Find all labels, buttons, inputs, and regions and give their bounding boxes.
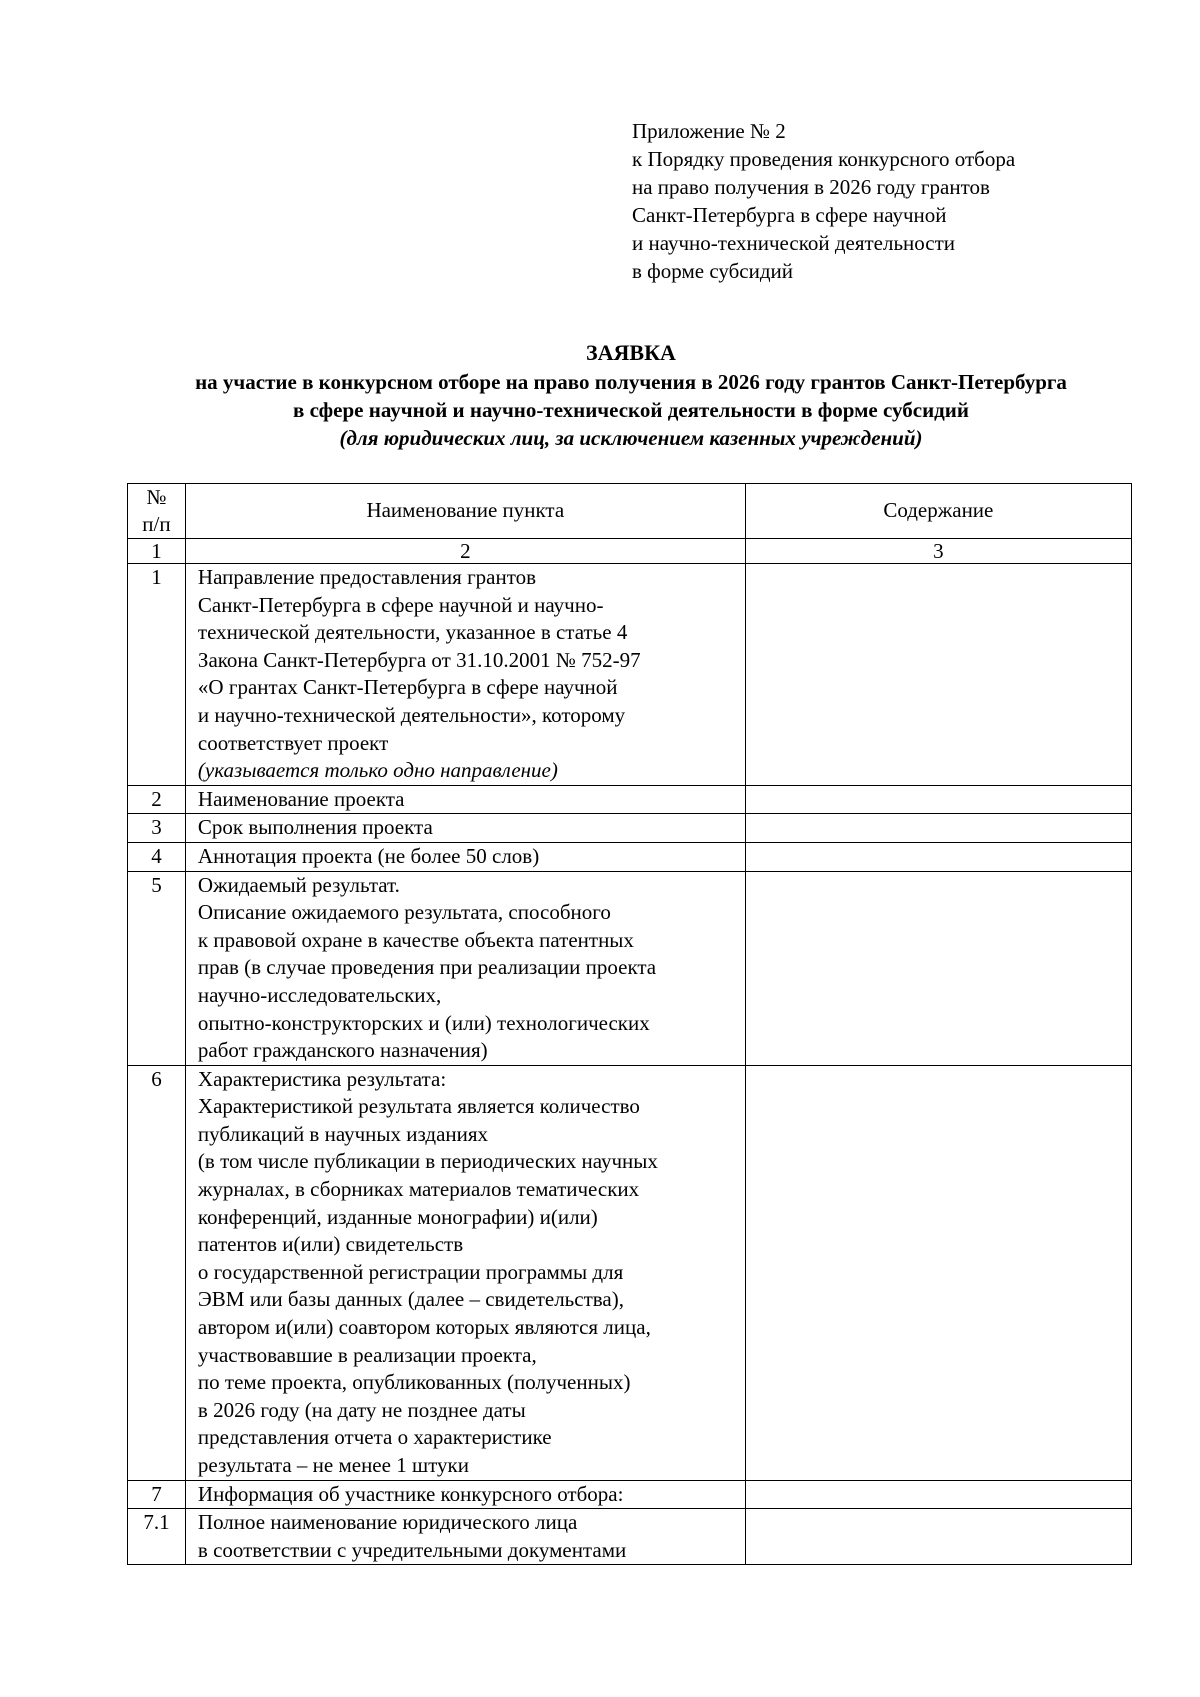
header-number [128,484,186,539]
row-item-text-line: Наименование проекта [197,786,405,811]
document-title-block [0,338,1200,452]
row-item-text-line: автором и(или) соавтором которых являются лица, [197,1315,651,1340]
table-row [128,1509,1132,1565]
row-item-text-line: Характеристикой результата является количество [197,1094,640,1119]
row-item-name [185,785,745,814]
row-content-cell[interactable] [745,814,1131,843]
row-item-text-line: участвовавшие в реализации проекта, [197,1342,537,1367]
row-item-text-line: журналах, в сборниках материалов тематических [197,1177,640,1202]
table-row [128,814,1132,843]
document-subtitle-line: в сфере научной и научно-технической деятельности в форме субсидий [293,398,969,422]
header-number-abbr: п/п [142,512,171,536]
row-item-text-line: опытно-конструкторских и (или) технологических [197,1010,650,1035]
row-item-text-line: и научно-технической деятельности», которому [197,702,626,727]
row-item-text-line: представления отчета о характеристике [197,1425,552,1450]
document-subtitle-note: (для юридических лиц, за исключением казенных учреждений) [339,426,923,450]
row-item-text-line: (в том числе публикации в периодических научных [197,1149,658,1174]
column-index: 2 [185,539,745,564]
row-number: 5 [128,871,186,1065]
row-content-cell[interactable] [745,871,1131,1065]
header-content: Содержание [745,484,1131,539]
row-item-text-line: конференций, изданные монографии) и(или) [197,1204,598,1229]
row-item-text-line: Направление предоставления грантов [197,565,537,589]
row-item-text-line: Полное наименование юридического лица [197,1510,578,1535]
row-item-text-line: Ожидаемый результат. [197,872,400,897]
row-item-text-line: ЭВМ или базы данных (далее – свидетельства), [197,1287,624,1312]
row-item-text-line: в соответствии с учредительными документами [197,1537,627,1562]
table-header-row [128,484,1132,539]
appendix-line: на право получения в 2026 году грантов [632,175,990,199]
row-number: 7.1 [128,1509,186,1565]
row-item-text-line: Описание ожидаемого результата, способного [197,900,611,925]
row-item-text-line: научно-исследовательских, [197,982,442,1007]
row-item-text-line: к правовой охране в качестве объекта патентных [197,927,634,952]
header-number-symbol: № [146,485,167,509]
row-content-cell[interactable] [745,842,1131,871]
row-content-cell[interactable] [745,1065,1131,1480]
appendix-line: и научно-технической деятельности [632,231,956,255]
table-row [128,564,1132,786]
table-row [128,1065,1132,1480]
row-item-text-line: работ гражданского назначения) [197,1038,488,1063]
row-item-text-line: технической деятельности, указанное в статье 4 [197,620,628,645]
row-item-text-line: Аннотация проекта (не более 50 слов) [197,843,540,868]
row-number: 1 [128,564,186,786]
row-item-name [185,814,745,843]
row-item-text-line: Закона Санкт-Петербурга от 31.10.2001 № 752-97 [197,647,641,672]
appendix-line: в форме субсидий [632,259,793,283]
row-item-text-line: публикаций в научных изданиях [197,1121,489,1146]
row-item-name [185,871,745,1065]
table-row [128,1480,1132,1509]
row-item-note: (указывается только одно направление) [197,758,558,783]
table-body [128,564,1132,1565]
row-content-cell[interactable] [745,1480,1131,1509]
row-item-text-line: «О грантах Санкт-Петербурга в сфере научной [197,675,618,700]
appendix-header [632,117,1015,285]
row-item-text-line: Срок выполнения проекта [197,815,433,840]
row-item-name [185,1509,745,1565]
row-number: 3 [128,814,186,843]
row-number: 6 [128,1065,186,1480]
row-content-cell[interactable] [745,785,1131,814]
row-item-text-line: результата – не менее 1 штуки [197,1453,469,1477]
appendix-line: Приложение № 2 [632,119,786,143]
row-item-text-line: соответствует проект [197,730,389,755]
table-row [128,785,1132,814]
row-item-text-line: Санкт-Петербурга в сфере научной и научно- [197,592,604,617]
row-number: 7 [128,1480,186,1509]
row-number: 2 [128,785,186,814]
row-content-cell[interactable] [745,1509,1131,1565]
document-subtitle-line: на участие в конкурсном отборе на право получения в 2026 году грантов Санкт-Петербурга [195,370,1067,394]
row-item-text-line: Информация об участнике конкурсного отбора: [197,1481,624,1506]
document-title: ЗАЯВКА [586,340,676,365]
appendix-line: Санкт-Петербурга в сфере научной [632,203,947,227]
header-item-name: Наименование пункта [185,484,745,539]
table-row [128,842,1132,871]
row-item-name [185,842,745,871]
application-form-table [127,483,1132,1565]
row-item-name [185,1065,745,1480]
row-item-text-line: прав (в случае проведения при реализации проекта [197,955,657,980]
row-item-text-line: Характеристика результата: [197,1066,447,1091]
column-index: 3 [745,539,1131,564]
row-item-text-line: патентов и(или) свидетельств [197,1232,464,1257]
row-content-cell[interactable] [745,564,1131,786]
row-number: 4 [128,842,186,871]
row-item-name [185,564,745,786]
column-index: 1 [128,539,186,564]
row-item-text-line: в 2026 году (на дату не позднее даты [197,1397,526,1422]
row-item-name [185,1480,745,1509]
appendix-line: к Порядку проведения конкурсного отбора [632,147,1016,171]
row-item-text-line: о государственной регистрации программы для [197,1259,624,1284]
row-item-text-line: по теме проекта, опубликованных (полученных) [197,1370,631,1395]
column-index-row [128,539,1132,564]
table-row [128,871,1132,1065]
